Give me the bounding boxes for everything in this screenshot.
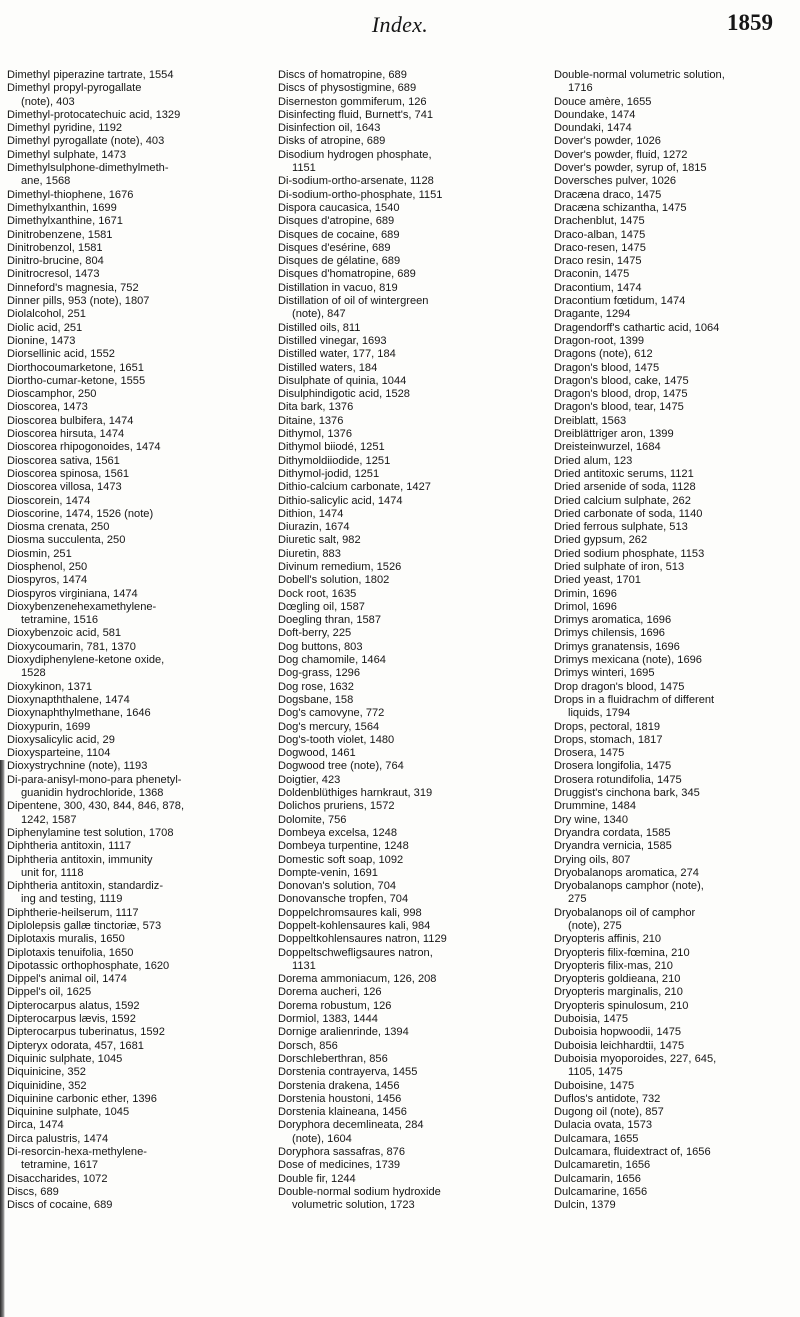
index-entry: Dragon's blood, drop, 1475: [554, 388, 688, 401]
index-entry: Dorsch, 856: [278, 1039, 338, 1052]
index-entry: Disinfection oil, 1643: [278, 122, 381, 135]
index-entry: Dover's powder, syrup of, 1815: [554, 162, 707, 175]
index-entry: Drimys granatensis, 1696: [554, 640, 680, 653]
index-entry: Dispora caucasica, 1540: [278, 201, 400, 214]
index-entry: Dragons (note), 612: [554, 348, 653, 361]
index-entry: Duboisia, 1475: [554, 1013, 629, 1026]
index-entry: Dryopteris filix-mas, 210: [554, 959, 673, 972]
page-header: [0, 0, 800, 80]
index-entry: Doppelchromsaures kali, 998: [278, 906, 422, 919]
index-entry: Dionine, 1473: [7, 334, 76, 347]
index-entry: Donovan's solution, 704: [278, 880, 397, 893]
index-entry: Discs, 689: [7, 1185, 59, 1198]
index-entry: Dioscorine, 1474, 1526 (note): [7, 507, 154, 520]
index-entry: Di-sodium-ortho-phosphate, 1151: [278, 188, 443, 201]
index-entry: Diphenylamine test solution, 1708: [7, 826, 174, 839]
index-entry: Diospyros, 1474: [7, 574, 88, 587]
index-entry: Dried calcium sulphate, 262: [554, 494, 691, 507]
index-entry: Dryobalanops aromatica, 274: [554, 866, 699, 879]
index-entry: Dryopteris goldieana, 210: [554, 973, 681, 986]
index-entry: Dinitro-brucine, 804: [7, 255, 104, 268]
index-entry: Dioxykinon, 1371: [7, 680, 93, 693]
index-entry: Duboisia leichhardtii, 1475: [554, 1039, 685, 1052]
index-entry: Duboisia hopwoodii, 1475: [554, 1026, 682, 1039]
index-entry: Dreisteinwurzel, 1684: [554, 441, 661, 454]
index-entry: Dock root, 1635: [278, 587, 357, 600]
index-entry: Dorema robustum, 126: [278, 999, 392, 1012]
index-entry: Dog's camovyne, 772: [278, 707, 385, 720]
index-entry: Diosma succulenta, 250: [7, 534, 126, 547]
index-entry: Diquinidine, 352: [7, 1079, 87, 1092]
index-entry: Disks of atropine, 689: [278, 135, 386, 148]
index-entry: Dippel's animal oil, 1474: [7, 973, 127, 986]
index-entry: Dinitrobenzene, 1581: [7, 228, 113, 241]
index-entry: Dipterocarpus alatus, 1592: [7, 999, 140, 1012]
index-entry: Dreiblättriger aron, 1399: [554, 428, 674, 441]
index-entry: Dimethyl pyridine, 1192: [7, 122, 123, 135]
index-entry: Dulcamara, fluidextract of, 1656: [554, 1146, 711, 1159]
page-number: 1859: [727, 10, 773, 35]
index-entry: Dobell's solution, 1802: [278, 574, 390, 587]
index-entry: Dimethyl piperazine tartrate, 1554: [7, 69, 174, 81]
index-entry: Disaccharides, 1072: [7, 1172, 108, 1185]
index-entry: Dompte-venin, 1691: [278, 866, 378, 879]
index-entry: Dorema ammoniacum, 126, 208: [278, 973, 437, 986]
index-entry: Di-sodium-ortho-arsenate, 1128: [278, 175, 434, 188]
index-entry: Druggist's cinchona bark, 345: [554, 787, 700, 800]
index-entry: Dithymoldiiodide, 1251: [278, 454, 391, 467]
index-entry: Dioscorea bulbifera, 1474: [7, 414, 134, 427]
index-entry: Draconin, 1475: [554, 268, 630, 281]
index-entry: Drosera longifolia, 1475: [554, 760, 672, 773]
index-entry: Diorthocoumarketone, 1651: [7, 361, 144, 374]
index-entry: Dogwood, 1461: [278, 747, 356, 760]
index-entry: Distilled vinegar, 1693: [278, 334, 387, 347]
index-entry: Dorstenia drakena, 1456: [278, 1079, 400, 1092]
index-entry: Dombeya turpentine, 1248: [278, 840, 409, 853]
index-entry: Dragendorff's cathartic acid, 1064: [554, 321, 720, 334]
index-entry: Doigtier, 423: [278, 773, 341, 786]
index-entry: Dragon's blood, 1475: [554, 361, 660, 374]
index-entry: Dog rose, 1632: [278, 680, 354, 693]
index-entry: Draco-alban, 1475: [554, 228, 646, 241]
index-entry: Domestic soft soap, 1092: [278, 853, 404, 866]
index-entry: Dinitrocresol, 1473: [7, 268, 100, 281]
index-entry: Disodium hydrogen phosphate, 1151: [278, 148, 432, 175]
index-entry: Dipterocarpus lævis, 1592: [7, 1013, 136, 1026]
index-entry: Dimethyl-thiophene, 1676: [7, 188, 134, 201]
index-entry: Diphtheria antitoxin, immunity unit for, 1118: [7, 853, 153, 879]
index-entry: Dryopteris marginalis, 210: [554, 986, 683, 999]
index-entry: Dithymol, 1376: [278, 428, 352, 441]
index-entry: Dulcamaretin, 1656: [554, 1159, 651, 1172]
index-entry: Disques d'esérine, 689: [278, 241, 391, 254]
index-entry: Di-para-anisyl-mono-para phenetyl- guanidin hydrochloride, 1368: [7, 773, 182, 800]
index-entry: Diosmin, 251: [7, 547, 72, 560]
index-entry: Drop dragon's blood, 1475: [554, 680, 685, 693]
index-entry: Dorstenia klaineana, 1456: [278, 1106, 407, 1119]
index-entry: Diolalcohol, 251: [7, 308, 86, 321]
index-entry: Dita bark, 1376: [278, 401, 354, 414]
index-entry: Dimethylsulphone-dimethylmeth- ane, 1568: [7, 162, 169, 188]
index-entry: Dioxystrychnine (note), 1193: [7, 760, 148, 773]
index-entry: Dioxynapththalene, 1474: [7, 693, 130, 706]
index-entry: Drimin, 1696: [554, 587, 617, 600]
index-entry: Doundaki, 1474: [554, 122, 632, 135]
index-entry: Dioscorea spinosa, 1561: [7, 467, 130, 480]
index-entry: Discs of cocaine, 689: [7, 1199, 113, 1212]
index-entry: Dormiol, 1383, 1444: [278, 1013, 378, 1026]
index-entry: Dulcamarine, 1656: [554, 1185, 648, 1198]
index-entry: Dragante, 1294: [554, 308, 631, 321]
index-entry: Doryphora decemlineata, 284 (note), 1604: [278, 1119, 424, 1145]
index-entry: Drimys winteri, 1695: [554, 667, 655, 680]
index-entry: Di-resorcin-hexa-methylene- tetramine, 1617: [7, 1146, 147, 1172]
index-entry: Double fir, 1244: [278, 1172, 356, 1185]
index-entry: Dulcamara, 1655: [554, 1132, 639, 1145]
index-entry: Disques de cocaine, 689: [278, 228, 400, 241]
index-entry: Dog chamomile, 1464: [278, 654, 386, 667]
index-entry: Doldenblüthiges harnkraut, 319: [278, 787, 433, 800]
index-entry: Drosera rotundifolia, 1475: [554, 773, 682, 786]
index-entry: Dulacia ovata, 1573: [554, 1119, 653, 1132]
index-entry: Drimys chilensis, 1696: [554, 627, 665, 640]
index-entry: Dried gypsum, 262: [554, 534, 648, 547]
index-entry: Diorsellinic acid, 1552: [7, 348, 115, 361]
index-entry: Dinneford's magnesia, 752: [7, 281, 139, 294]
index-entry: Ditaine, 1376: [278, 414, 344, 427]
index-entry: Duboisine, 1475: [554, 1079, 635, 1092]
index-entry: Diolic acid, 251: [7, 321, 83, 334]
index-entry: Dithio-calcium carbonate, 1427: [278, 481, 431, 494]
index-entry: Dioscorea sativa, 1561: [7, 454, 120, 467]
index-entry: Dover's powder, fluid, 1272: [554, 148, 688, 161]
binding-edge-shadow: [0, 760, 5, 1317]
index-entry: Dover's powder, 1026: [554, 135, 661, 148]
index-entry: Doppeltschwefligsaures natron, 1131: [278, 946, 433, 972]
index-entry: Diosma crenata, 250: [7, 521, 110, 534]
index-entry: Dulcin, 1379: [554, 1199, 616, 1212]
index-entry: Diserneston gommiferum, 126: [278, 95, 427, 108]
index-entry: Dreiblatt, 1563: [554, 414, 627, 427]
index-entry: Dog's-tooth violet, 1480: [278, 733, 395, 746]
index-entry: Disques d'homatropine, 689: [278, 268, 416, 281]
index-entry: Dry wine, 1340: [554, 813, 628, 826]
index-entry: Doryphora sassafras, 876: [278, 1146, 406, 1159]
index-entry: Dimethyl propyl-pyrogallate (note), 403: [7, 82, 142, 108]
index-entry: Drimol, 1696: [554, 600, 617, 613]
index-entry: Diquinine sulphate, 1045: [7, 1106, 130, 1119]
index-entry: Dipterocarpus tuberinatus, 1592: [7, 1026, 165, 1039]
index-entry: Dragon-root, 1399: [554, 334, 645, 347]
index-entry: Dorschleberthran, 856: [278, 1052, 388, 1065]
index-entry: Disques d'atropine, 689: [278, 215, 395, 228]
index-entry: Dolichos pruriens, 1572: [278, 800, 395, 813]
index-entry: Dried sodium phosphate, 1153: [554, 547, 705, 560]
index-entry: Doppeltkohlensaures natron, 1129: [278, 933, 447, 946]
index-entry: Dragon's blood, tear, 1475: [554, 401, 684, 414]
index-entry: Diuretin, 883: [278, 547, 341, 560]
index-entry: Donovansche tropfen, 704: [278, 893, 409, 906]
index-entry: Double-normal sodium hydroxide volumetric solution, 1723: [278, 1185, 441, 1212]
index-entry: Dioxysalicylic acid, 29: [7, 733, 115, 746]
index-entry: Diplolepsis gallæ tinctoriæ, 573: [7, 920, 162, 932]
index-entry: Dugong oil (note), 857: [554, 1106, 664, 1119]
index-entry: Dioscorein, 1474: [7, 494, 91, 507]
index-entry: Dioscorea villosa, 1473: [7, 481, 122, 494]
index-entry: Distillation of oil of wintergreen (note), 847: [278, 295, 429, 321]
index-entry: Dracæna schizantha, 1475: [554, 201, 687, 214]
index-entry: Dried ferrous sulphate, 513: [554, 521, 688, 534]
index-entry: Diquinic sulphate, 1045: [7, 1052, 123, 1065]
index-entry: Dioxypurin, 1699: [7, 720, 91, 733]
index-entry: Dryandra cordata, 1585: [554, 826, 671, 839]
index-entry: Dimethyl pyrogallate (note), 403: [7, 135, 165, 148]
index-entry: Dipteryx odorata, 457, 1681: [7, 1039, 144, 1052]
index-entry: Dracontium, 1474: [554, 281, 642, 294]
index-entry: Discs of physostigmine, 689: [278, 82, 417, 95]
index-entry: Dippel's oil, 1625: [7, 986, 92, 999]
index-entry: Dried alum, 123: [554, 454, 633, 467]
index-entry: Drachenblut, 1475: [554, 215, 645, 228]
index-entry: Dryopteris spinulosum, 210: [554, 999, 689, 1012]
index-entry: Dornige aralienrinde, 1394: [278, 1026, 409, 1039]
index-entry: Dinitrobenzol, 1581: [7, 241, 103, 254]
index-entry: Draco resin, 1475: [554, 255, 642, 268]
index-entry: Diplotaxis muralis, 1650: [7, 933, 125, 946]
index-entry: Diortho-cumar-ketone, 1555: [7, 374, 146, 387]
index-entry: Diplotaxis tenuifolia, 1650: [7, 946, 134, 959]
index-entry: Dryopteris filix-fœmina, 210: [554, 946, 690, 959]
index-entry: Dioscamphor, 250: [7, 388, 97, 401]
index-entry: Dorstenia contrayerva, 1455: [278, 1066, 418, 1079]
index-entry: Diospyros virginiana, 1474: [7, 587, 138, 600]
index-entry: Dioxybenzoic acid, 581: [7, 627, 122, 640]
index-entry: Dried antitoxic serums, 1121: [554, 467, 694, 480]
index-entry: Disinfecting fluid, Burnett's, 741: [278, 108, 434, 121]
index-entry: Dryobalanops oil of camphor (note), 275: [554, 906, 696, 932]
index-entry: Duboisia myoporoides, 227, 645, 1105, 1475: [554, 1052, 717, 1079]
index-entry: Dioxynaphthylmethane, 1646: [7, 707, 151, 720]
index-entry: Dioscorea, 1473: [7, 401, 88, 414]
index-entry: Dithymol-jodid, 1251: [278, 467, 380, 480]
index-entry: Dryandra vernicia, 1585: [554, 840, 672, 853]
index-entry: Dinner pills, 953 (note), 1807: [7, 295, 150, 308]
index-entry: Diphtheria antitoxin, 1117: [7, 840, 132, 853]
index-entry: Dimethylxanthin, 1699: [7, 201, 117, 214]
index-entry: Diurazin, 1674: [278, 521, 350, 534]
index-entry: Dithymol biiodé, 1251: [278, 441, 385, 454]
index-entry: Dipotassic orthophosphate, 1620: [7, 959, 170, 972]
index-entry: Douce amère, 1655: [554, 95, 652, 108]
index-entry: Dog's mercury, 1564: [278, 720, 380, 733]
index-entry: Diphtherie-heilserum, 1117: [7, 906, 139, 919]
index-entry: Double-normal volumetric solution, 1716: [554, 69, 725, 95]
index-entry: Dioxydiphenylene-ketone oxide, 1528: [7, 654, 165, 680]
index-entry: Doundake, 1474: [554, 108, 636, 121]
index-entry: Drummine, 1484: [554, 800, 637, 813]
index-entry: Dimethylxanthine, 1671: [7, 215, 123, 228]
index-entry: Dryobalanops camphor (note), 275: [554, 880, 704, 906]
index-entry: Drying oils, 807: [554, 853, 631, 866]
index-column-1: [7, 69, 277, 1213]
index-entry: Dracæna draco, 1475: [554, 188, 662, 201]
index-entry: Dirca, 1474: [7, 1119, 64, 1132]
index-entry: Dried arsenide of soda, 1128: [554, 481, 696, 494]
index-entry: Dogwood tree (note), 764: [278, 760, 404, 773]
index-entry: Doppelt-kohlensaures kali, 984: [278, 920, 431, 932]
index-entry: Dombeya excelsa, 1248: [278, 826, 398, 839]
index-entry: Dioxybenzenehexamethylene- tetramine, 1516: [7, 600, 157, 627]
index-entry: Dioscorea hirsuta, 1474: [7, 428, 125, 441]
index-entry: Dracontium fœtidum, 1474: [554, 295, 686, 308]
running-title: Index.: [371, 12, 429, 37]
index-entry: Drimys mexicana (note), 1696: [554, 654, 702, 667]
index-entry: Distilled water, 177, 184: [278, 348, 396, 361]
index-entry: Drops, pectoral, 1819: [554, 720, 661, 733]
index-entry: Dimethyl-protocatechuic acid, 1329: [7, 108, 181, 121]
index-entry: Dorema aucheri, 126: [278, 986, 382, 999]
index-entry: Dried yeast, 1701: [554, 574, 641, 587]
index-entry: Distillation in vacuo, 819: [278, 281, 398, 294]
index-entry: Divinum remedium, 1526: [278, 560, 402, 573]
index-entry: Discs of homatropine, 689: [278, 69, 407, 81]
index-entry: Drimys aromatica, 1696: [554, 614, 672, 627]
index-entry: Dorstenia houstoni, 1456: [278, 1092, 402, 1105]
index-entry: Dirca palustris, 1474: [7, 1132, 109, 1145]
index-entry: Doft-berry, 225: [278, 627, 352, 640]
index-column-2: [278, 69, 548, 1213]
index-entry: Drops, stomach, 1817: [554, 733, 663, 746]
index-entry: Dœgling oil, 1587: [278, 600, 365, 613]
index-column-3: [554, 69, 794, 1213]
index-entry: Drops in a fluidrachm of different liquids, 1794: [554, 693, 715, 720]
index-entry: Disulphindigotic acid, 1528: [278, 388, 410, 401]
index-entry: Distilled waters, 184: [278, 361, 378, 374]
index-entry: Dose of medicines, 1739: [278, 1159, 401, 1172]
index-entry: Dipentene, 300, 430, 844, 846, 878, 1242, 1587: [7, 800, 185, 826]
index-entry: Duflos's antidote, 732: [554, 1092, 661, 1105]
index-entry: Dryopteris affinis, 210: [554, 933, 662, 946]
index-entry: Draco-resen, 1475: [554, 241, 646, 254]
index-entry: Diquinine carbonic ether, 1396: [7, 1092, 157, 1105]
index-entry: Diosphenol, 250: [7, 560, 88, 573]
index-entry: Disques de gélatine, 689: [278, 255, 401, 268]
index-entry: Disulphate of quinia, 1044: [278, 374, 407, 387]
index-entry: Doegling thran, 1587: [278, 614, 382, 627]
index-entry: Dioxysparteine, 1104: [7, 747, 111, 760]
index-entry: Dolomite, 756: [278, 813, 347, 826]
index-entry: Drosera, 1475: [554, 747, 625, 760]
index-entry: Distilled oils, 811: [278, 321, 361, 334]
index-entry: Doversches pulver, 1026: [554, 175, 677, 188]
index-entry: Dulcamarin, 1656: [554, 1172, 641, 1185]
index-entry: Dogsbane, 158: [278, 693, 354, 706]
index-entry: Dithio-salicylic acid, 1474: [278, 494, 403, 507]
index-entry: Dioxycoumarin, 781, 1370: [7, 640, 136, 653]
index-entry: Dithion, 1474: [278, 507, 344, 520]
index-entry: Dog buttons, 803: [278, 640, 363, 653]
index-entry: Dog-grass, 1296: [278, 667, 361, 680]
index-entry: Dried sulphate of iron, 513: [554, 560, 685, 573]
index-entry: Dragon's blood, cake, 1475: [554, 374, 689, 387]
index-entry: Diquinicine, 352: [7, 1066, 86, 1079]
index-entry: Dimethyl sulphate, 1473: [7, 148, 127, 161]
index-entry: Dried carbonate of soda, 1140: [554, 507, 703, 520]
index-entry: Diuretic salt, 982: [278, 534, 361, 547]
index-entry: Diphtheria antitoxin, standardiz- ing and testing, 1119: [7, 880, 164, 906]
index-entry: Dioscorea rhipogonoides, 1474: [7, 441, 161, 454]
